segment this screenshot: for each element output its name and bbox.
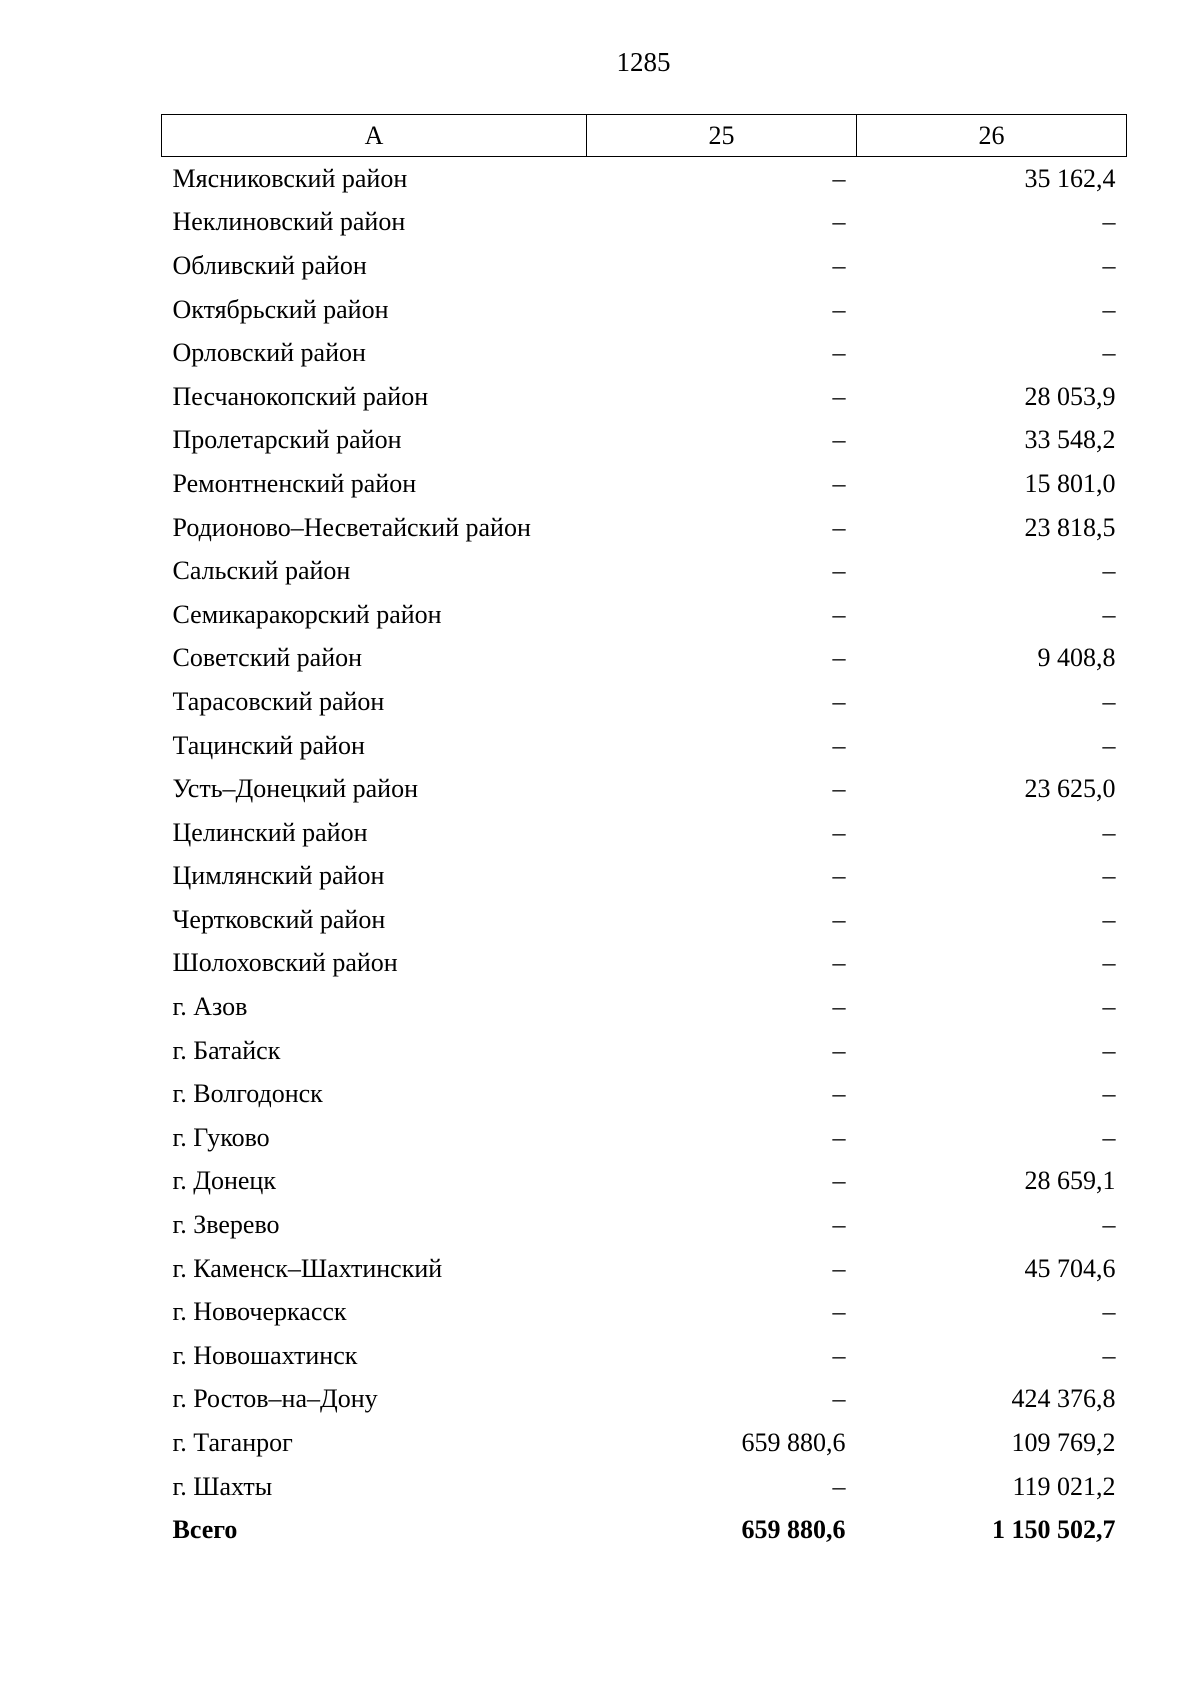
row-value-26-cell: – — [1102, 1297, 1116, 1327]
table-row — [162, 1029, 1127, 1073]
row-value-25-cell: – — [832, 1035, 846, 1065]
row-value-25-cell: 659 880,6 — [741, 1515, 846, 1545]
row-value-25-cell: – — [832, 730, 846, 760]
row-value-26-cell: – — [1102, 817, 1116, 847]
row-value-25-cell: – — [832, 163, 846, 193]
row-name-cell: г. Зверево — [172, 1210, 280, 1240]
row-value-25-cell: – — [832, 1166, 846, 1196]
table-row — [162, 680, 1127, 724]
row-value-26-cell: 28 659,1 — [1024, 1166, 1116, 1196]
row-value-26-cell: – — [1102, 556, 1116, 586]
table-row — [162, 1247, 1127, 1291]
table-row — [162, 593, 1127, 637]
row-name-cell: Октябрьский район — [172, 294, 389, 324]
row-value-26-cell: – — [1102, 250, 1116, 280]
table-row — [162, 1203, 1127, 1247]
row-value-25-cell: – — [832, 599, 846, 629]
data-table-container — [161, 114, 1126, 1552]
table-body — [162, 157, 1127, 1553]
row-name-cell: Тацинский район — [172, 730, 365, 760]
row-name-cell: Мясниковский район — [172, 163, 408, 193]
table-row — [162, 375, 1127, 419]
row-name-cell: Советский район — [172, 643, 363, 673]
row-value-26-cell: 35 162,4 — [1024, 163, 1116, 193]
row-value-26-cell: – — [1102, 861, 1116, 891]
row-name-cell: Тарасовский район — [172, 686, 385, 716]
row-value-25-cell: – — [832, 817, 846, 847]
row-value-26-cell: 109 769,2 — [1011, 1428, 1116, 1458]
row-value-25-cell: – — [832, 1384, 846, 1414]
table-row — [162, 811, 1127, 855]
header-cell-name: А — [162, 115, 587, 157]
row-value-25-cell: – — [832, 861, 846, 891]
row-value-25-cell: – — [832, 338, 846, 368]
row-value-25-cell: – — [832, 1210, 846, 1240]
row-value-26-cell: – — [1102, 992, 1116, 1022]
row-value-26-cell: – — [1102, 686, 1116, 716]
row-name-cell: г. Шахты — [172, 1471, 273, 1501]
page-number: 1285 — [616, 47, 671, 77]
row-value-26-cell: – — [1102, 948, 1116, 978]
row-name-cell: Семикаракорский район — [172, 599, 442, 629]
data-table — [161, 114, 1127, 1552]
row-name-cell: Обливский район — [172, 250, 367, 280]
total-row — [162, 1508, 1127, 1552]
table-row — [162, 288, 1127, 332]
table-row — [162, 1421, 1127, 1465]
table-row — [162, 1334, 1127, 1378]
row-value-25-cell: – — [832, 904, 846, 934]
table-row — [162, 985, 1127, 1029]
row-value-26-cell: 15 801,0 — [1024, 468, 1116, 498]
row-name-cell: Родионово–Несветайский район — [172, 512, 531, 542]
row-name-cell: Неклиновский район — [172, 207, 406, 237]
header-cell-25: 25 — [587, 115, 857, 157]
row-value-25-cell: – — [832, 1079, 846, 1109]
row-value-26-cell: – — [1102, 1210, 1116, 1240]
table-row — [162, 898, 1127, 942]
row-name-cell: г. Волгодонск — [172, 1079, 323, 1109]
row-value-26-cell: – — [1102, 1122, 1116, 1152]
row-value-26-cell: 28 053,9 — [1024, 381, 1116, 411]
table-row — [162, 506, 1127, 550]
row-value-25-cell: – — [832, 1253, 846, 1283]
row-name-cell: г. Ростов–на–Дону — [172, 1384, 378, 1414]
row-value-25-cell: – — [832, 468, 846, 498]
row-name-cell: Сальский район — [172, 556, 351, 586]
row-name-cell: Шолоховский район — [172, 948, 398, 978]
row-value-26-cell: 45 704,6 — [1024, 1253, 1116, 1283]
table-row — [162, 855, 1127, 899]
row-name-cell: г. Батайск — [172, 1035, 281, 1065]
row-name-cell: Ремонтненский район — [172, 468, 417, 498]
row-value-25-cell: – — [832, 992, 846, 1022]
table-header — [162, 115, 1127, 157]
table-row — [162, 1465, 1127, 1509]
row-value-26-cell: 9 408,8 — [1037, 643, 1116, 673]
row-value-25-cell: – — [832, 1297, 846, 1327]
row-value-25-cell: – — [832, 686, 846, 716]
table-row — [162, 942, 1127, 986]
row-value-26-cell: 119 021,2 — [1012, 1471, 1116, 1501]
row-value-26-cell: – — [1102, 1079, 1116, 1109]
table-row — [162, 201, 1127, 245]
table-row — [162, 1160, 1127, 1204]
row-name-cell: г. Каменск–Шахтинский — [172, 1253, 443, 1283]
row-value-26-cell: – — [1102, 730, 1116, 760]
table-row — [162, 1378, 1127, 1422]
header-row — [162, 115, 1127, 157]
row-name-cell: Орловский район — [172, 338, 366, 368]
row-value-26-cell: – — [1102, 207, 1116, 237]
row-name-cell: Всего — [172, 1515, 238, 1545]
row-name-cell: г. Азов — [172, 992, 248, 1022]
row-name-cell: г. Донецк — [172, 1166, 276, 1196]
row-value-26-cell: – — [1102, 1340, 1116, 1370]
table-row — [162, 331, 1127, 375]
row-value-25-cell: – — [832, 294, 846, 324]
row-name-cell: г. Новочеркасск — [172, 1297, 347, 1327]
row-value-25-cell: – — [832, 1471, 846, 1501]
row-name-cell: Целинский район — [172, 817, 368, 847]
row-name-cell: Цимлянский район — [172, 861, 385, 891]
row-value-25-cell: – — [832, 250, 846, 280]
row-name-cell: Чертковский район — [172, 904, 386, 934]
table-row — [162, 724, 1127, 768]
row-value-26-cell: – — [1102, 904, 1116, 934]
row-value-25-cell: – — [832, 512, 846, 542]
row-value-25-cell: – — [832, 643, 846, 673]
table-row — [162, 1072, 1127, 1116]
table-row — [162, 157, 1127, 201]
row-value-26-cell: – — [1102, 294, 1116, 324]
table-row — [162, 1116, 1127, 1160]
row-value-26-cell: 23 818,5 — [1024, 512, 1116, 542]
row-value-25-cell: – — [832, 774, 846, 804]
row-value-26-cell: – — [1102, 338, 1116, 368]
row-name-cell: г. Новошахтинск — [172, 1340, 358, 1370]
row-value-25-cell: – — [832, 1122, 846, 1152]
table-row — [162, 767, 1127, 811]
header-cell-26: 26 — [857, 115, 1127, 157]
row-value-25-cell: – — [832, 556, 846, 586]
row-name-cell: Песчанокопский район — [172, 381, 429, 411]
row-value-26-cell: 33 548,2 — [1024, 425, 1116, 455]
row-name-cell: г. Гуково — [172, 1122, 270, 1152]
row-value-26-cell: 23 625,0 — [1024, 774, 1116, 804]
row-name-cell: г. Таганрог — [172, 1428, 293, 1458]
row-value-26-cell: 1 150 502,7 — [992, 1515, 1116, 1545]
row-value-25-cell: – — [832, 381, 846, 411]
table-row — [162, 419, 1127, 463]
row-value-25-cell: – — [832, 207, 846, 237]
table-row — [162, 549, 1127, 593]
row-value-26-cell: – — [1102, 599, 1116, 629]
table-row — [162, 637, 1127, 681]
table-row — [162, 1290, 1127, 1334]
row-value-25-cell: – — [832, 1340, 846, 1370]
row-name-cell: Усть–Донецкий район — [172, 774, 418, 804]
row-value-25-cell: – — [832, 425, 846, 455]
row-value-26-cell: 424 376,8 — [1011, 1384, 1116, 1414]
row-value-25-cell: 659 880,6 — [741, 1428, 846, 1458]
row-name-cell: Пролетарский район — [172, 425, 402, 455]
table-row — [162, 244, 1127, 288]
row-value-25-cell: – — [832, 948, 846, 978]
table-row — [162, 462, 1127, 506]
row-value-26-cell: – — [1102, 1035, 1116, 1065]
